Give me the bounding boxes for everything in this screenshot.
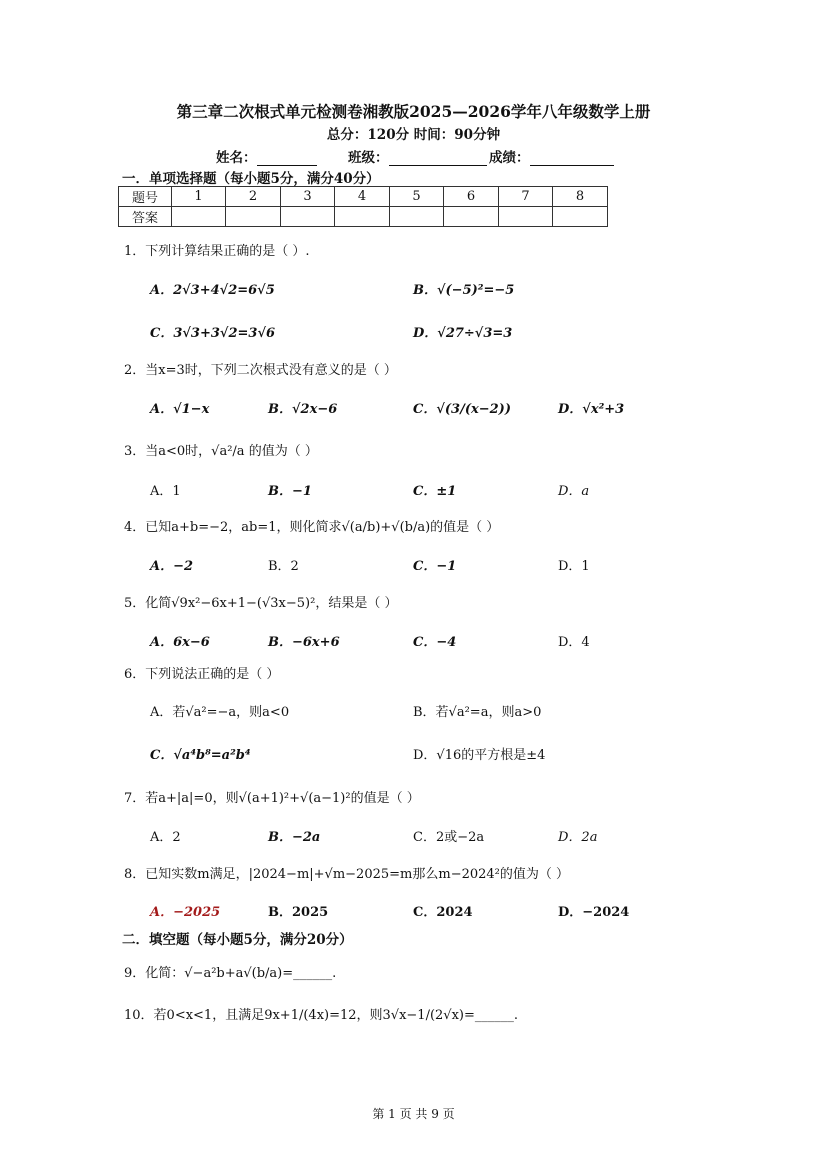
name-field [216,146,317,166]
class-field [348,146,487,166]
question-4-stem: 4．已知a+b=−2，ab=1，则化简求√(a/b)+√(b/a)的值是（ ） [124,520,500,535]
section1-heading: 一．单项选择题（每小题5分，满分40分） [122,171,380,187]
question-3-stem: 3．当a<0时，√a²/a 的值为（ ） [124,444,318,459]
question-2-option-c: C．√(3/(x−2)) [413,402,511,417]
table-row-numbers [119,187,608,207]
question-1-option-c: C．3√3+3√2=3√6 [150,326,276,341]
question-7-stem: 7．若a+|a|=0，则√(a+1)²+√(a−1)²的值是（ ） [124,791,420,806]
question-3-option-b: B．−1 [268,484,312,499]
section2-heading: 二．填空题（每小题5分，满分20分） [122,932,353,948]
question-2-stem: 2．当x=3时，下列二次根式没有意义的是（ ） [124,363,397,378]
question-1-option-b: B．√(−5)²=−5 [413,283,515,298]
question-7-option-d: D．2a [558,830,598,845]
question-8-option-a: A．−2025 [150,905,221,920]
question-3-option-a: A．1 [150,484,181,499]
table-number-cell: 5 [390,187,444,207]
exam-title: 第三章二次根式单元检测卷湘教版2025—2026学年八年级数学上册 [176,102,651,121]
table-header-cell: 答案 [119,207,172,227]
question-6-option-b: B．若√a²=a，则a>0 [413,705,542,720]
class-label: 班级： [348,150,389,166]
question-4-option-c: C．−1 [413,559,457,574]
table-header-cell: 题号 [119,187,172,207]
answer-cell[interactable] [172,207,226,227]
table-number-cell: 2 [226,187,281,207]
page-footer: 第 1 页 共 9 页 [372,1107,455,1121]
table-number-cell: 4 [335,187,390,207]
question-6-option-c: C．√a⁴b⁸=a²b⁴ [150,748,251,763]
question-8-option-c: C．2024 [413,905,473,920]
question-2-option-d: D．√x²+3 [558,402,625,417]
question-4-option-d: D．1 [558,559,590,574]
question-7-option-c: C．2或−2a [413,830,485,845]
question-4-option-b: B．2 [268,559,299,574]
exam-subtitle: 总分：120分 时间：90分钟 [326,127,501,143]
question-6-option-d: D．√16的平方根是±4 [413,748,546,763]
answer-cell[interactable] [390,207,444,227]
question-2-option-a: A．√1−x [150,402,210,417]
question-5-option-b: B．−6x+6 [268,635,340,650]
question-2-option-b: B．√2x−6 [268,402,338,417]
class-blank [389,151,487,166]
question-6-stem: 6．下列说法正确的是（ ） [124,667,280,682]
question-1-option-d: D．√27÷√3=3 [413,326,513,341]
answer-cell[interactable] [553,207,608,227]
table-number-cell: 3 [281,187,335,207]
table-row-answers [119,207,608,227]
answer-cell[interactable] [335,207,390,227]
question-1-stem: 1．下列计算结果正确的是（ ）. [124,244,310,259]
question-3-option-c: C．±1 [413,484,457,499]
question-10: 10．若0<x<1，且满足9x+1/(4x)=12，则3√x−1/(2√x)=______. [124,1008,519,1023]
name-blank [257,151,317,166]
answer-cell[interactable] [226,207,281,227]
question-5-option-c: C．−4 [413,635,457,650]
answer-table [118,186,608,227]
score-field [489,146,614,166]
table-number-cell: 1 [172,187,226,207]
question-3-option-d: D．a [558,484,590,499]
question-5-option-a: A．6x−6 [150,635,210,650]
answer-cell[interactable] [499,207,553,227]
question-8-stem: 8．已知实数m满足，|2024−m|+√m−2025=m那么m−2024²的值为（ ） [124,867,570,882]
question-1-option-a: A．2√3+4√2=6√5 [150,283,275,298]
question-8-option-d: D．−2024 [558,905,630,920]
question-7-option-b: B．−2a [268,830,321,845]
name-label: 姓名： [216,150,257,166]
question-6-option-a: A．若√a²=−a，则a<0 [150,705,290,720]
question-7-option-a: A．2 [150,830,181,845]
table-number-cell: 7 [499,187,553,207]
question-5-stem: 5．化简√9x²−6x+1−(√3x−5)²，结果是（ ） [124,596,398,611]
score-label: 成绩： [489,150,530,166]
question-5-option-d: D．4 [558,635,590,650]
answer-cell[interactable] [281,207,335,227]
question-8-option-b: B．2025 [268,905,329,920]
score-blank [530,151,614,166]
question-4-option-a: A．−2 [150,559,194,574]
answer-cell[interactable] [444,207,499,227]
table-number-cell: 6 [444,187,499,207]
question-9: 9．化简：√−a²b+a√(b/a)=______. [124,966,337,981]
table-number-cell: 8 [553,187,608,207]
